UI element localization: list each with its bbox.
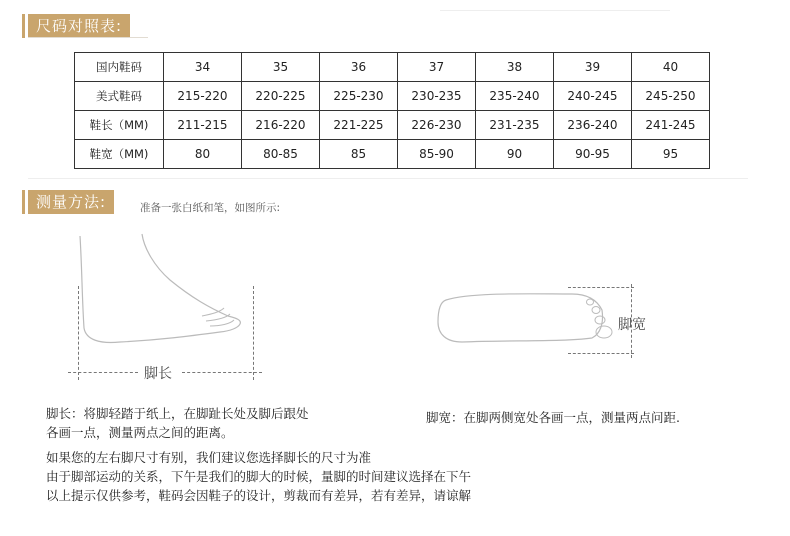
- table-cell: 34: [164, 53, 242, 82]
- row-header: 鞋长（MM): [75, 111, 164, 140]
- table-cell: 80: [164, 140, 242, 169]
- table-cell: 85-90: [398, 140, 476, 169]
- length-desc-line1: 脚长：将脚轻踏于纸上，在脚趾长处及脚后跟处: [46, 406, 309, 421]
- toe-second: [595, 316, 605, 324]
- table-cell: 226-230: [398, 111, 476, 140]
- table-cell: 38: [476, 53, 554, 82]
- table-cell: 39: [554, 53, 632, 82]
- width-label: 脚宽: [618, 317, 646, 333]
- note-line1: 如果您的左右脚尺寸有别，我们建议您选择脚长的尺寸为准: [46, 450, 372, 465]
- toe-marker-line: [253, 286, 254, 380]
- table-row: [75, 111, 710, 140]
- length-measure-line-left: [68, 372, 138, 373]
- table-cell: 37: [398, 53, 476, 82]
- table-cell: 36: [320, 53, 398, 82]
- table-cell: 40: [632, 53, 710, 82]
- table-row: [75, 53, 710, 82]
- top-faint-line: [440, 10, 670, 11]
- note-line2: 由于脚部运动的关系，下午是我们的脚大的时候，量脚的时间建议选择在下午: [46, 469, 472, 484]
- table-row: [75, 140, 710, 169]
- size-chart-title: 尺码对照表:: [36, 17, 123, 35]
- table-cell: 221-225: [320, 111, 398, 140]
- header-divider: [28, 37, 148, 38]
- table-row: [75, 82, 710, 111]
- table-cell: 225-230: [320, 82, 398, 111]
- length-measure-line-right: [182, 372, 262, 373]
- table-cell: 230-235: [398, 82, 476, 111]
- table-cell: 220-225: [242, 82, 320, 111]
- table-cell: 90-95: [554, 140, 632, 169]
- table-cell: 231-235: [476, 111, 554, 140]
- row-header: 国内鞋码: [75, 53, 164, 82]
- toe-fourth: [587, 299, 594, 305]
- table-cell: 240-245: [554, 82, 632, 111]
- table-cell: 241-245: [632, 111, 710, 140]
- table-cell: 236-240: [554, 111, 632, 140]
- table-cell: 85: [320, 140, 398, 169]
- table-cell: 215-220: [164, 82, 242, 111]
- measure-header: [28, 190, 114, 214]
- size-table: [74, 52, 710, 169]
- note-line3: 以上提示仅供参考，鞋码会因鞋子的设计，剪裁而有差异，若有差异，请谅解: [46, 488, 472, 503]
- table-cell: 80-85: [242, 140, 320, 169]
- table-cell: 35: [242, 53, 320, 82]
- row-header: 美式鞋码: [75, 82, 164, 111]
- foot-top-illustration: [432, 280, 632, 360]
- measure-title: 测量方法:: [36, 193, 107, 211]
- toe-third: [592, 307, 600, 314]
- table-cell: 216-220: [242, 111, 320, 140]
- length-label: 脚长: [144, 366, 172, 382]
- measure-note: 准备一张白纸和笔，如图所示:: [140, 202, 281, 214]
- table-cell: 245-250: [632, 82, 710, 111]
- section-divider: [28, 178, 748, 179]
- table-cell: 95: [632, 140, 710, 169]
- heel-marker-line: [78, 286, 79, 380]
- size-chart-header: [28, 14, 130, 38]
- toe-1: [210, 320, 234, 326]
- table-cell: 235-240: [476, 82, 554, 111]
- row-header: 鞋宽（MM): [75, 140, 164, 169]
- length-desc-line2: 各画一点，测量两点之间的距离。: [46, 425, 234, 440]
- width-desc: 脚宽：在脚两侧宽处各画一点，测量两点问距.: [426, 410, 680, 425]
- width-bottom-line: [568, 353, 634, 354]
- foot-top-outline: [438, 294, 603, 342]
- table-cell: 211-215: [164, 111, 242, 140]
- table-cell: 90: [476, 140, 554, 169]
- width-top-line: [568, 287, 634, 288]
